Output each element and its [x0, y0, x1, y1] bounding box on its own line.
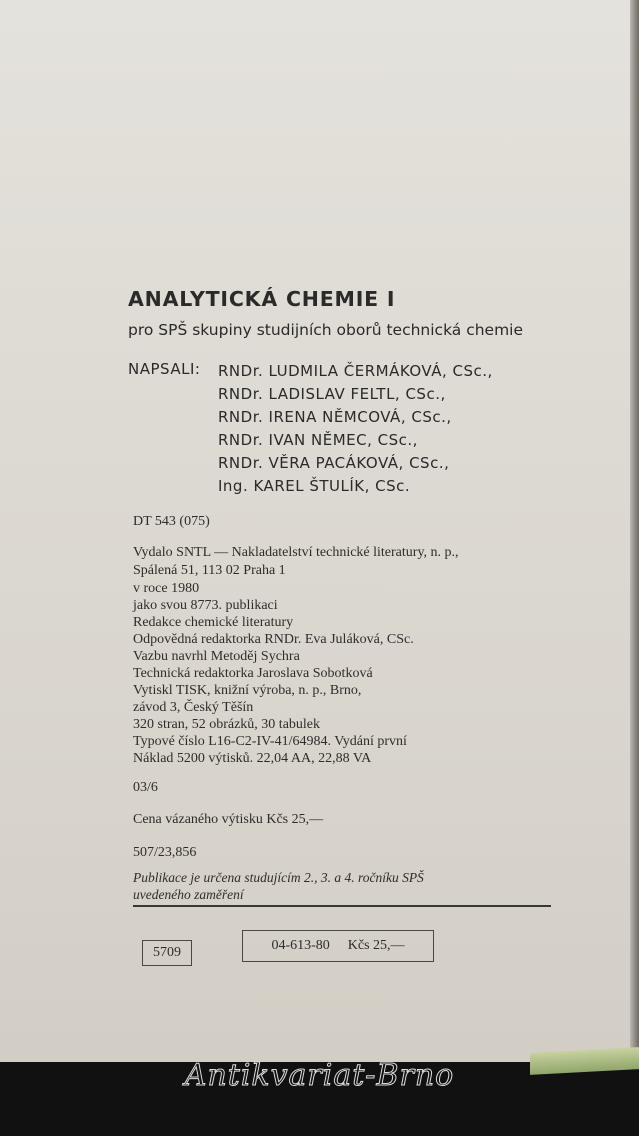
inventory-box — [142, 940, 192, 966]
imprint-line: Technická redaktorka Jaroslava Sobotková — [133, 666, 373, 681]
author-item: RNDr. LUDMILA ČERMÁKOVÁ, CSc., — [218, 362, 493, 380]
catalog-number: 507/23,856 — [133, 845, 197, 860]
imprint-line: Vydalo SNTL — Nakladatelství technické literatury, n. p., — [133, 545, 459, 560]
print-code: 03/6 — [133, 780, 158, 795]
authors-list — [218, 360, 493, 498]
author-item: RNDr. IVAN NĚMEC, CSc., — [218, 431, 418, 449]
price-box-code: 04-613-80 — [271, 938, 330, 953]
imprint-line: Vytiskl TISK, knižní výroba, n. p., Brno, — [133, 683, 362, 698]
imprint-line: závod 3, Český Těšín — [133, 700, 254, 715]
authors-label: NAPSALI: — [128, 360, 201, 378]
divider — [133, 905, 551, 907]
imprint-line: Náklad 5200 výtisků. 22,04 AA, 22,88 VA — [133, 751, 372, 766]
price-box — [242, 930, 434, 962]
watermark-text: Antikvariat-Brno — [184, 1058, 455, 1093]
imprint-line: Redakce chemické literatury — [133, 615, 294, 630]
imprint-line: Vazbu navrhl Metoděj Sychra — [133, 649, 300, 664]
book-title: ANALYTICKÁ CHEMIE I — [128, 287, 396, 311]
imprint-line: 320 stran, 52 obrázků, 30 tabulek — [133, 717, 321, 732]
author-item: RNDr. LADISLAV FELTL, CSc., — [218, 385, 446, 403]
imprint-line: v roce 1980 — [133, 581, 200, 596]
imprint-line: Odpovědná redaktorka RNDr. Eva Juláková, CSc. — [133, 632, 414, 647]
imprint-line: Spálená 51, 113 02 Praha 1 — [133, 563, 286, 578]
author-item: Ing. KAREL ŠTULÍK, CSc. — [218, 477, 411, 495]
inventory-number: 5709 — [153, 945, 181, 960]
book-subtitle: pro SPŠ skupiny studijních oborů technická chemie — [128, 321, 524, 339]
imprint-line: jako svou 8773. publikaci — [133, 598, 278, 613]
page-edge — [630, 0, 639, 1062]
author-item: RNDr. IRENA NĚMCOVÁ, CSc., — [218, 408, 452, 426]
author-item: RNDr. VĚRA PACÁKOVÁ, CSc., — [218, 454, 450, 472]
price-line: Cena vázaného výtisku Kčs 25,— — [133, 812, 324, 827]
note-line: Publikace je určena studujícím 2., 3. a 4. ročníku SPŠ — [133, 870, 424, 885]
note-line: uvedeného zaměření — [133, 887, 244, 902]
imprint-line: Typové číslo L16-C2-IV-41/64984. Vydání první — [133, 734, 407, 749]
dt-code: DT 543 (075) — [133, 514, 210, 529]
price-box-price: Kčs 25,— — [347, 938, 405, 953]
